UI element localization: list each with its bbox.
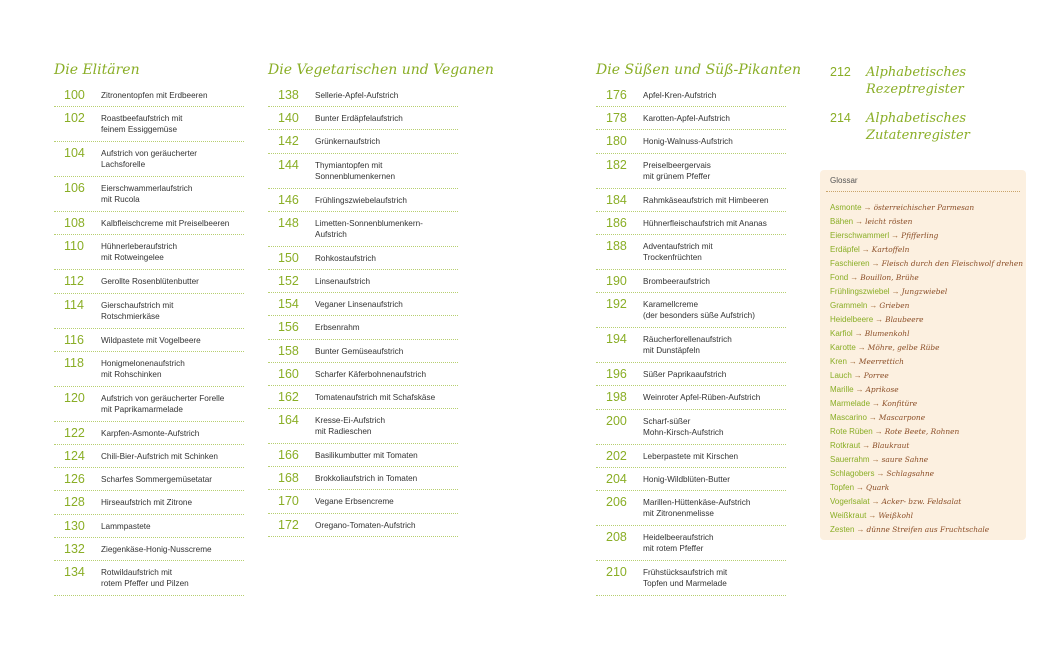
toc-entry[interactable] bbox=[54, 538, 244, 561]
glossar-definition: saure Sahne bbox=[881, 455, 929, 464]
glossar-term: Faschieren bbox=[830, 259, 870, 268]
toc-entry[interactable] bbox=[54, 107, 244, 142]
recipe-title: Adventaufstrich mit Trockenfrüchten bbox=[643, 241, 713, 262]
toc-entry[interactable] bbox=[596, 84, 786, 107]
page-number: 172 bbox=[278, 517, 299, 532]
recipe-title: Rotwildaufstrich mit rotem Pfeffer und Pilzen bbox=[101, 567, 189, 588]
recipe-title: Zitronentopfen mit Erdbeeren bbox=[101, 91, 208, 100]
glossar-definition: Meerrettich bbox=[858, 357, 904, 366]
recipe-title: Bunter Gemüseaufstrich bbox=[315, 346, 404, 356]
page-number: 124 bbox=[64, 448, 85, 463]
toc-entry[interactable] bbox=[268, 107, 458, 130]
recipe-title: Rohkostaufstrich bbox=[315, 253, 376, 263]
glossar-item bbox=[830, 384, 1023, 398]
glossar-item bbox=[830, 440, 1023, 454]
glossar-definition: Aprikose bbox=[865, 385, 899, 394]
toc-entry[interactable] bbox=[54, 84, 244, 107]
recipe-title: Lammpastete bbox=[101, 521, 151, 531]
page-number: 144 bbox=[278, 157, 299, 172]
glossar-term: Eierschwammerl bbox=[830, 231, 890, 240]
glossar-term: Lauch bbox=[830, 371, 852, 380]
toc-entry[interactable] bbox=[268, 247, 458, 270]
glossar-term: Bähen bbox=[830, 217, 854, 226]
page-number: 126 bbox=[64, 472, 85, 487]
recipe-title: Kalbfleischcreme mit Preiselbeeren bbox=[101, 219, 230, 229]
page-number: 204 bbox=[606, 471, 627, 486]
glossar-term: Kren bbox=[830, 357, 847, 366]
arrow-right-icon: → bbox=[872, 399, 881, 408]
glossar-term: Rote Rüben bbox=[830, 427, 873, 436]
glossar-definition: Quark bbox=[866, 483, 890, 492]
toc-entry[interactable] bbox=[54, 422, 244, 445]
recipe-title: Weinroter Apfel-Rüben-Aufstrich bbox=[643, 393, 761, 403]
toc-entry[interactable] bbox=[596, 270, 786, 293]
recipe-title: Aufstrich von geräucherter Forelle mit Paprikamarmelade bbox=[101, 393, 225, 414]
toc-entry[interactable] bbox=[268, 490, 458, 513]
recipe-title: Leberpastete mit Kirschen bbox=[643, 451, 739, 461]
recipe-title: Veganer Linsenaufstrich bbox=[315, 300, 403, 310]
glossar-term: Mascarino bbox=[830, 413, 867, 422]
section-title: Die Elitären bbox=[54, 62, 140, 78]
toc-entry[interactable] bbox=[596, 293, 786, 328]
toc-entry[interactable] bbox=[54, 561, 244, 596]
page-number: 100 bbox=[64, 88, 85, 102]
recipe-title: Apfel-Kren-Aufstrich bbox=[643, 91, 717, 100]
arrow-right-icon: → bbox=[861, 245, 870, 254]
arrow-right-icon: → bbox=[875, 315, 884, 324]
recipe-title: Süßer Paprikaaufstrich bbox=[643, 370, 727, 380]
recipe-title: Erbsenrahm bbox=[315, 323, 360, 333]
recipe-title: Karotten-Apfel-Aufstrich bbox=[643, 114, 730, 124]
recipe-title: Scharfes Sommergemüsetatar bbox=[101, 475, 213, 485]
page-number: 134 bbox=[64, 564, 85, 579]
glossar-item bbox=[830, 230, 1023, 244]
page-number: 186 bbox=[606, 215, 627, 230]
page-number: 122 bbox=[64, 425, 85, 440]
glossar-definition: Fleisch durch den Fleischwolf drehen bbox=[881, 259, 1024, 268]
arrow-right-icon: → bbox=[876, 469, 885, 478]
page-number: 154 bbox=[278, 297, 299, 312]
glossar-term: Zesten bbox=[830, 525, 855, 534]
page-number: 116 bbox=[64, 332, 84, 347]
glossar-item bbox=[830, 328, 1023, 342]
page-number: 160 bbox=[278, 366, 299, 381]
arrow-right-icon: → bbox=[855, 217, 864, 226]
toc-entry[interactable] bbox=[54, 212, 244, 235]
glossar-item bbox=[830, 426, 1023, 440]
page-number: 104 bbox=[64, 146, 85, 161]
toc-entry[interactable] bbox=[596, 154, 786, 189]
recipe-title: Eierschwammerlaufstrich mit Rucola bbox=[101, 184, 193, 205]
arrow-right-icon: → bbox=[871, 497, 880, 506]
arrow-right-icon: → bbox=[868, 511, 877, 520]
page-number: 106 bbox=[64, 181, 85, 196]
recipe-title: Honig-Wildblüten-Butter bbox=[643, 474, 730, 484]
glossar-item bbox=[830, 510, 1023, 524]
arrow-right-icon: → bbox=[871, 259, 880, 268]
recipe-title: Gerollte Rosenblütenbutter bbox=[101, 277, 199, 287]
glossar-term: Karfiol bbox=[830, 329, 853, 338]
page-number: 156 bbox=[278, 320, 299, 335]
toc-entry[interactable] bbox=[596, 130, 786, 153]
glossar-definition: Kartoffeln bbox=[871, 245, 910, 254]
toc-entry[interactable] bbox=[596, 212, 786, 235]
glossar-item bbox=[830, 216, 1023, 230]
recipe-title: Tomatenaufstrich mit Schafskäse bbox=[315, 392, 436, 402]
toc-entry[interactable] bbox=[596, 363, 786, 386]
arrow-right-icon: → bbox=[862, 441, 871, 450]
glossar-item bbox=[830, 314, 1023, 328]
glossar-definition: Schlagsahne bbox=[886, 469, 935, 478]
toc-entry[interactable] bbox=[54, 270, 244, 293]
glossar-definition: Blumenkohl bbox=[864, 329, 910, 338]
page-number: 190 bbox=[606, 273, 627, 288]
register-page-number: 214 bbox=[830, 111, 851, 125]
page-number: 142 bbox=[278, 134, 299, 149]
recipe-title: Limetten-Sonnenblumenkern- Aufstrich bbox=[315, 218, 423, 239]
glossar-item bbox=[830, 342, 1023, 356]
recipe-title: Thymiantopfen mit Sonnenblumenkernen bbox=[315, 160, 396, 181]
page-number: 132 bbox=[64, 541, 85, 556]
glossar-item bbox=[830, 286, 1023, 300]
glossar-definition: Rote Beete, Rohnen bbox=[884, 427, 960, 436]
page-number: 182 bbox=[606, 157, 627, 172]
glossar-divider bbox=[826, 191, 1020, 192]
page-number: 130 bbox=[64, 518, 85, 533]
glossar-box bbox=[820, 170, 1026, 540]
register-title: Alphabetisches Rezeptregister bbox=[866, 65, 967, 97]
toc-entry[interactable] bbox=[596, 189, 786, 212]
glossar-item bbox=[830, 524, 1023, 538]
recipe-title: Honig-Walnuss-Aufstrich bbox=[643, 137, 733, 147]
recipe-title: Scharf-süßer Mohn-Kirsch-Aufstrich bbox=[643, 416, 724, 437]
toc-entry[interactable] bbox=[54, 491, 244, 514]
recipe-title: Aufstrich von geräucherter Lachsforelle bbox=[101, 149, 198, 170]
register-page-number: 212 bbox=[830, 65, 851, 79]
arrow-right-icon: → bbox=[868, 413, 877, 422]
toc-entry[interactable] bbox=[596, 445, 786, 468]
arrow-right-icon: → bbox=[850, 273, 859, 282]
recipe-title: Hühnerfleischaufstrich mit Ananas bbox=[643, 218, 767, 228]
toc-entry[interactable] bbox=[268, 444, 458, 467]
toc-entry[interactable] bbox=[268, 154, 458, 189]
toc-entry[interactable] bbox=[54, 515, 244, 538]
toc-entry[interactable] bbox=[268, 130, 458, 153]
arrow-right-icon: → bbox=[857, 343, 866, 352]
glossar-definition: Weißkohl bbox=[878, 511, 914, 520]
page-number: 202 bbox=[606, 448, 627, 463]
recipe-title: Linsenaufstrich bbox=[315, 276, 371, 286]
recipe-title: Heidelbeeraufstrich mit rotem Pfeffer bbox=[643, 532, 714, 553]
glossar-definition: Mascarpone bbox=[878, 413, 926, 422]
toc-entry[interactable] bbox=[54, 142, 244, 177]
entry-list bbox=[596, 84, 786, 596]
glossar-definition: Konfitüre bbox=[882, 399, 918, 408]
glossar-term: Schlagobers bbox=[830, 469, 875, 478]
recipe-title: Kresse-Ei-Aufstrich mit Radieschen bbox=[315, 416, 386, 437]
page-number: 180 bbox=[606, 134, 627, 149]
recipe-title: Räucherforellenaufstrich mit Dunstäpfeln bbox=[643, 335, 732, 356]
arrow-right-icon: → bbox=[863, 203, 872, 212]
page-number: 200 bbox=[606, 413, 627, 428]
toc-entry[interactable] bbox=[54, 329, 244, 352]
toc-entry[interactable] bbox=[596, 386, 786, 409]
page-number: 184 bbox=[606, 192, 627, 207]
glossar-definition: Acker- bzw. Feldsalat bbox=[881, 497, 962, 506]
page-number: 162 bbox=[278, 389, 299, 404]
recipe-title: Honigmelonenaufstrich mit Rohschinken bbox=[101, 358, 185, 379]
glossar-term: Frühlingszwiebel bbox=[830, 287, 890, 296]
page-number: 114 bbox=[64, 297, 84, 312]
glossar-item bbox=[830, 202, 1023, 216]
glossar-item bbox=[830, 468, 1023, 482]
page-number: 118 bbox=[64, 355, 84, 370]
glossar-definition: Grieben bbox=[879, 301, 910, 310]
toc-entry[interactable] bbox=[268, 293, 458, 316]
recipe-title: Gierschaufstrich mit Rotschmierkäse bbox=[101, 300, 174, 321]
glossar-definition: Blaukraut bbox=[872, 441, 910, 450]
page-number: 170 bbox=[278, 494, 299, 509]
recipe-title: Wildpastete mit Vogelbeere bbox=[101, 335, 201, 345]
page-number: 152 bbox=[278, 273, 299, 288]
glossar-item bbox=[830, 412, 1023, 426]
glossar-term: Rotkraut bbox=[830, 441, 861, 450]
recipe-title: Oregano-Tomaten-Aufstrich bbox=[315, 520, 416, 530]
recipe-title: Marillen-Hüttenkäse-Aufstrich mit Zitronenmelisse bbox=[643, 497, 751, 518]
recipe-title: Frühstücksaufstrich mit Topfen und Marmelade bbox=[643, 567, 728, 588]
toc-entry[interactable] bbox=[596, 468, 786, 491]
glossar-item bbox=[830, 482, 1023, 496]
page-number: 140 bbox=[278, 111, 299, 126]
arrow-right-icon: → bbox=[855, 385, 864, 394]
page-number: 176 bbox=[606, 88, 627, 102]
arrow-right-icon: → bbox=[854, 329, 863, 338]
page-number: 178 bbox=[606, 111, 627, 126]
toc-entry[interactable] bbox=[54, 468, 244, 491]
entry-list bbox=[54, 84, 244, 596]
recipe-title: Ziegenkäse-Honig-Nusscreme bbox=[101, 544, 212, 554]
page-number: 164 bbox=[278, 413, 299, 428]
toc-entry[interactable] bbox=[268, 316, 458, 339]
recipe-title: Brokkoliaufstrich in Tomaten bbox=[315, 474, 418, 484]
page-number: 158 bbox=[278, 343, 299, 358]
glossar-term: Erdäpfel bbox=[830, 245, 860, 254]
toc-entry[interactable] bbox=[54, 445, 244, 468]
page-number: 120 bbox=[64, 390, 85, 405]
recipe-title: Bunter Erdäpfelaufstrich bbox=[315, 114, 403, 124]
recipe-title: Hirseaufstrich mit Zitrone bbox=[101, 498, 192, 508]
recipe-title: Karamellcreme (der besonders süße Aufstrich) bbox=[643, 300, 755, 321]
glossar-term: Asmonte bbox=[830, 203, 862, 212]
glossar-item bbox=[830, 244, 1023, 258]
toc-entry[interactable] bbox=[268, 514, 458, 537]
toc-entry[interactable] bbox=[268, 189, 458, 212]
page-number: 112 bbox=[64, 274, 84, 289]
recipe-title: Rahmkäseaufstrich mit Himbeeren bbox=[643, 195, 769, 205]
glossar-term: Grammeln bbox=[830, 301, 868, 310]
page-number: 198 bbox=[606, 390, 627, 405]
arrow-right-icon: → bbox=[891, 287, 900, 296]
toc-entry[interactable] bbox=[596, 491, 786, 526]
page-number: 188 bbox=[606, 238, 627, 253]
arrow-right-icon: → bbox=[853, 371, 862, 380]
recipe-title: Karpfen-Asmonte-Aufstrich bbox=[101, 428, 200, 438]
page-number: 108 bbox=[64, 216, 85, 231]
glossar-definition: Blaubeere bbox=[885, 315, 924, 324]
glossar-definition: Porree bbox=[863, 371, 889, 380]
page-number: 146 bbox=[278, 192, 299, 207]
toc-entry[interactable] bbox=[54, 177, 244, 212]
arrow-right-icon: → bbox=[869, 301, 878, 310]
recipe-title: Basilikumbutter mit Tomaten bbox=[315, 451, 418, 461]
glossar-item bbox=[830, 454, 1023, 468]
glossar-item bbox=[830, 496, 1023, 510]
toc-entry[interactable] bbox=[268, 363, 458, 386]
glossar-item bbox=[830, 272, 1023, 286]
section-title: Die Vegetarischen und Veganen bbox=[268, 62, 494, 78]
toc-entry[interactable] bbox=[596, 561, 786, 596]
page-number: 102 bbox=[64, 111, 85, 126]
toc-entry[interactable] bbox=[268, 340, 458, 363]
recipe-title: Grünkernaufstrich bbox=[315, 137, 381, 147]
toc-entry[interactable] bbox=[596, 235, 786, 270]
glossar-definition: Möhre, gelbe Rübe bbox=[867, 343, 940, 352]
glossar-term: Marmelade bbox=[830, 399, 871, 408]
glossar-term: Sauerrahm bbox=[830, 455, 870, 464]
page-number: 194 bbox=[606, 332, 627, 347]
glossar-title: Glossar bbox=[830, 176, 858, 185]
toc-entry[interactable] bbox=[54, 294, 244, 329]
recipe-title: Sellerie-Apfel-Aufstrich bbox=[315, 91, 399, 100]
toc-entry[interactable] bbox=[54, 235, 244, 270]
toc-entry[interactable] bbox=[268, 212, 458, 247]
recipe-title: Preiselbeergervais mit grünem Pfeffer bbox=[643, 160, 711, 181]
glossar-item bbox=[830, 300, 1023, 314]
glossar-item bbox=[830, 398, 1023, 412]
page-number: 138 bbox=[278, 88, 299, 102]
toc-entry[interactable] bbox=[268, 270, 458, 293]
glossar-definition: Bouillon, Brühe bbox=[860, 273, 919, 282]
page-number: 192 bbox=[606, 297, 627, 312]
toc-entry[interactable] bbox=[268, 386, 458, 409]
toc-entry[interactable] bbox=[54, 352, 244, 387]
recipe-title: Brombeeraufstrich bbox=[643, 276, 710, 286]
glossar-definition: dünne Streifen aus Fruchtschale bbox=[866, 525, 990, 534]
glossar-item bbox=[830, 370, 1023, 384]
glossar-item bbox=[830, 258, 1023, 272]
entry-list bbox=[268, 84, 458, 537]
arrow-right-icon: → bbox=[874, 427, 883, 436]
glossar-list bbox=[830, 202, 1023, 538]
glossar-definition: leicht rösten bbox=[865, 217, 913, 226]
register-title: Alphabetisches Zutatenregister bbox=[866, 111, 970, 143]
glossar-definition: Jungzwiebel bbox=[901, 287, 948, 296]
page-number: 110 bbox=[64, 239, 84, 254]
page-number: 128 bbox=[64, 495, 85, 510]
recipe-title: Chili-Bier-Aufstrich mit Schinken bbox=[101, 451, 218, 461]
arrow-right-icon: → bbox=[848, 357, 857, 366]
toc-entry[interactable] bbox=[268, 467, 458, 490]
toc-entry[interactable] bbox=[596, 410, 786, 445]
arrow-right-icon: → bbox=[891, 231, 900, 240]
page-number: 166 bbox=[278, 448, 299, 463]
glossar-definition: Pfifferling bbox=[901, 231, 939, 240]
page-number: 196 bbox=[606, 367, 627, 382]
recipe-title: Roastbeefaufstrich mit feinem Essiggemüse bbox=[101, 114, 183, 135]
page-number: 148 bbox=[278, 215, 299, 230]
page-number: 208 bbox=[606, 529, 627, 544]
toc-entry[interactable] bbox=[596, 526, 786, 561]
recipe-title: Hühnerleberaufstrich mit Rotweingelee bbox=[101, 242, 178, 263]
section-title: Die Süßen und Süß-Pikanten bbox=[596, 62, 801, 78]
toc-entry[interactable] bbox=[268, 84, 458, 107]
glossar-term: Topfen bbox=[830, 483, 855, 492]
recipe-title: Frühlingszwiebelaufstrich bbox=[315, 195, 407, 205]
glossar-definition: österreichischer Parmesan bbox=[873, 203, 975, 212]
page-number: 210 bbox=[606, 564, 627, 579]
arrow-right-icon: → bbox=[871, 455, 880, 464]
glossar-term: Karotte bbox=[830, 343, 856, 352]
arrow-right-icon: → bbox=[856, 483, 865, 492]
page-number: 150 bbox=[278, 250, 299, 265]
toc-entry[interactable] bbox=[54, 387, 244, 422]
recipe-title: Scharfer Käferbohnenaufstrich bbox=[315, 369, 427, 379]
glossar-term: Weißkraut bbox=[830, 511, 867, 520]
glossar-term: Heidelbeere bbox=[830, 315, 874, 324]
page-number: 206 bbox=[606, 494, 627, 509]
glossar-term: Vogerlsalat bbox=[830, 497, 870, 506]
page-number: 168 bbox=[278, 471, 299, 486]
toc-entry[interactable] bbox=[268, 409, 458, 444]
recipe-title: Vegane Erbsencreme bbox=[315, 497, 394, 507]
glossar-item bbox=[830, 356, 1023, 370]
toc-entry[interactable] bbox=[596, 328, 786, 363]
toc-entry[interactable] bbox=[596, 107, 786, 130]
arrow-right-icon: → bbox=[856, 525, 865, 534]
glossar-term: Marille bbox=[830, 385, 854, 394]
glossar-term: Fond bbox=[830, 273, 849, 282]
